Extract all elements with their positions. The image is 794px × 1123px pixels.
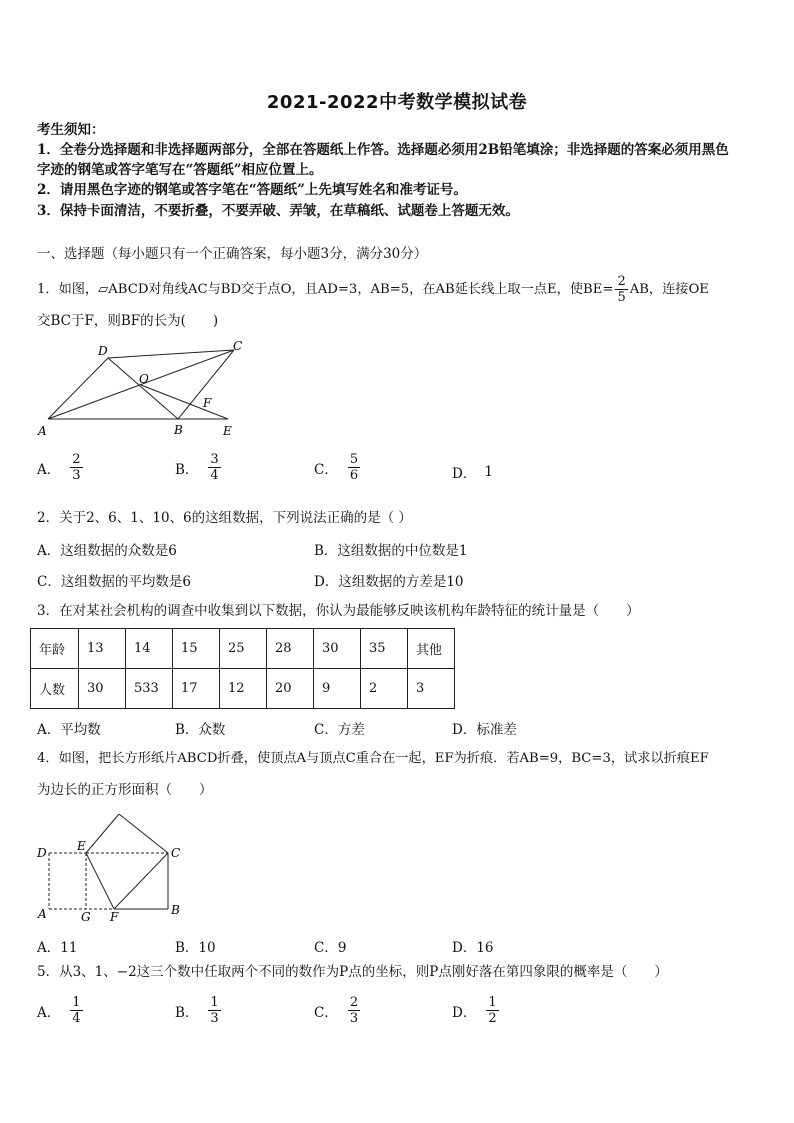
table-cell: 35 (361, 629, 408, 669)
q1-option-a-den: 3 (72, 468, 81, 483)
q1-seg-ad (48, 358, 108, 419)
notice-item-2: 2．请用黑色字迹的钢笔或答字笔在“答题纸”上先填写姓名和准考证号。 (37, 182, 467, 198)
table-row (31, 629, 455, 669)
q4-label-f: F (110, 910, 119, 924)
q5-option-b-num: 1 (210, 995, 219, 1010)
q1-option-a[interactable] (37, 452, 85, 483)
q4-seg-e-top (86, 814, 119, 853)
table-cell: 30 (314, 629, 361, 669)
q5-option-d-label: D． (452, 1004, 477, 1021)
table-cell: 533 (126, 669, 173, 709)
q1-option-d-value: 1 (484, 464, 493, 480)
q3-option-d[interactable]: D．标准差 (452, 722, 517, 738)
q1-label-o: O (139, 372, 149, 386)
table-cell: 人数 (31, 669, 79, 709)
q1-option-c[interactable] (314, 452, 362, 483)
q4-label-e: E (77, 839, 86, 853)
table-cell: 14 (126, 629, 173, 669)
table-cell: 年龄 (31, 629, 79, 669)
q1-label-b: B (174, 423, 183, 437)
q1-option-b[interactable] (175, 452, 223, 483)
table-cell: 30 (79, 669, 126, 709)
q4-option-a[interactable]: A．11 (37, 940, 78, 956)
q4-label-a: A (38, 907, 47, 921)
q2-stem: 2．关于2、6、1、10、6的这组数据，下列说法正确的是（ ） (37, 510, 412, 526)
q5-option-a-den: 4 (72, 1011, 81, 1026)
notice-item-3: 3．保持卡面清洁，不要折叠，不要弄破、弄皱，在草稿纸、试题卷上答题无效。 (37, 203, 519, 219)
q2-option-d[interactable]: D．这组数据的方差是10 (314, 574, 464, 590)
q1-label-a: A (38, 424, 47, 438)
q1-text-a: 1．如图，▱ABCD对角线AC与BD交于点O，且AD=3，AB=5，在AB延长线上取一点E，使BE= (37, 281, 614, 297)
q5-option-a-num: 1 (72, 995, 81, 1010)
table-cell: 2 (361, 669, 408, 709)
q1-fraction (615, 274, 627, 305)
q5-option-a[interactable] (37, 995, 85, 1026)
q4-option-b[interactable]: B．10 (175, 940, 216, 956)
q1-option-c-den: 6 (349, 468, 359, 483)
q4-option-d[interactable]: D．16 (452, 940, 494, 956)
q5-option-c-num: 2 (349, 995, 359, 1010)
q4-seg-top-c (119, 814, 168, 853)
q1-frac-den: 5 (617, 290, 626, 305)
q2-option-c[interactable]: C．这组数据的平均数是6 (37, 574, 191, 590)
q5-stem: 5．从3、1、−2这三个数中任取两个不同的数作为P点的坐标，则P点刚好落在第四象限的概率是（ ） (37, 964, 668, 980)
q4-option-c[interactable]: C．9 (314, 940, 347, 956)
q3-age-table (30, 628, 455, 709)
q1-option-d[interactable] (452, 462, 493, 482)
q4-label-g: G (81, 910, 91, 924)
q3-option-c[interactable]: C．方差 (314, 722, 365, 738)
table-cell: 28 (267, 629, 314, 669)
q4-seg-fc (114, 853, 168, 909)
notice-item-1-cont: 字迹的钢笔或答字笔写在“答题纸”相应位置上。 (37, 162, 323, 178)
q4-label-b: B (171, 903, 180, 917)
q1-label-e: E (223, 424, 232, 438)
q5-option-d-den: 2 (488, 1011, 497, 1026)
notice-item-1: 1．全卷分选择题和非选择题两部分，全部在答题纸上作答。选择题必须用2B铅笔填涂；非选择题的答案必须用黑色 (37, 142, 729, 158)
q1-seg-db (108, 358, 178, 419)
table-cell: 25 (220, 629, 267, 669)
q2-option-b[interactable]: B．这组数据的中位数是1 (314, 543, 468, 559)
q1-label-f: F (203, 396, 212, 410)
q3-stem: 3．在对某社会机构的调查中收集到以下数据，你认为最能够反映该机构年龄特征的统计量是（ ） (37, 603, 640, 619)
table-cell: 12 (220, 669, 267, 709)
table-cell: 3 (408, 669, 455, 709)
table-cell: 17 (173, 669, 220, 709)
table-cell: 9 (314, 669, 361, 709)
q5-option-c[interactable] (314, 995, 362, 1026)
q1-text-c: 交BC于F，则BF的长为( ) (37, 313, 219, 329)
q1-parallelogram-figure (36, 338, 256, 442)
notice-heading: 考生须知： (37, 122, 105, 138)
q5-option-b-den: 3 (210, 1011, 219, 1026)
table-cell: 20 (267, 669, 314, 709)
q1-option-b-num: 3 (210, 452, 219, 467)
q5-option-d-num: 1 (488, 995, 497, 1010)
q2-option-a[interactable]: A．这组数据的众数是6 (37, 543, 177, 559)
q4-stem-b: 为边长的正方形面积（ ） (37, 782, 213, 798)
q5-option-b[interactable] (175, 995, 223, 1026)
q1-option-c-num: 5 (349, 452, 359, 467)
q1-label-c: C (233, 339, 243, 353)
q1-text-b: AB，连接OE (629, 281, 709, 297)
q3-option-a[interactable]: A．平均数 (37, 722, 101, 738)
q4-seg-ef (86, 853, 114, 909)
q4-folded-rectangle-figure (34, 806, 194, 926)
section-heading: 一、选择题（每小题只有一个正确答案，每小题3分，满分30分） (37, 246, 428, 262)
q1-option-d-label: D． (452, 466, 477, 482)
q3-option-b[interactable]: B．众数 (175, 722, 226, 738)
table-row (31, 669, 455, 709)
page-title: 2021-2022中考数学模拟试卷 (266, 92, 528, 113)
q1-option-a-label: A． (37, 461, 61, 478)
q5-option-d[interactable] (452, 995, 501, 1026)
q5-option-a-label: A． (37, 1004, 61, 1021)
q1-label-d: D (98, 344, 108, 358)
q5-option-c-den: 3 (349, 1011, 359, 1026)
q1-frac-num: 2 (617, 274, 626, 289)
q4-label-d: D (37, 846, 47, 860)
table-cell: 其他 (408, 629, 455, 669)
q4-label-c: C (171, 846, 181, 860)
q1-option-a-num: 2 (72, 452, 81, 467)
q5-option-c-label: C． (314, 1004, 338, 1021)
q1-option-c-label: C． (314, 461, 338, 478)
q4-stem-a: 4．如图，把长方形纸片ABCD折叠，使顶点A与顶点C重合在一起，EF为折痕．若AB=9，BC=3，试求以折痕EF (37, 751, 709, 766)
q1-seg-oe (141, 385, 228, 419)
q1-option-b-label: B． (175, 461, 199, 478)
q1-stem (37, 274, 709, 305)
table-cell: 13 (79, 629, 126, 669)
q1-option-b-den: 4 (210, 468, 219, 483)
q5-option-b-label: B． (175, 1004, 199, 1021)
table-cell: 15 (173, 629, 220, 669)
